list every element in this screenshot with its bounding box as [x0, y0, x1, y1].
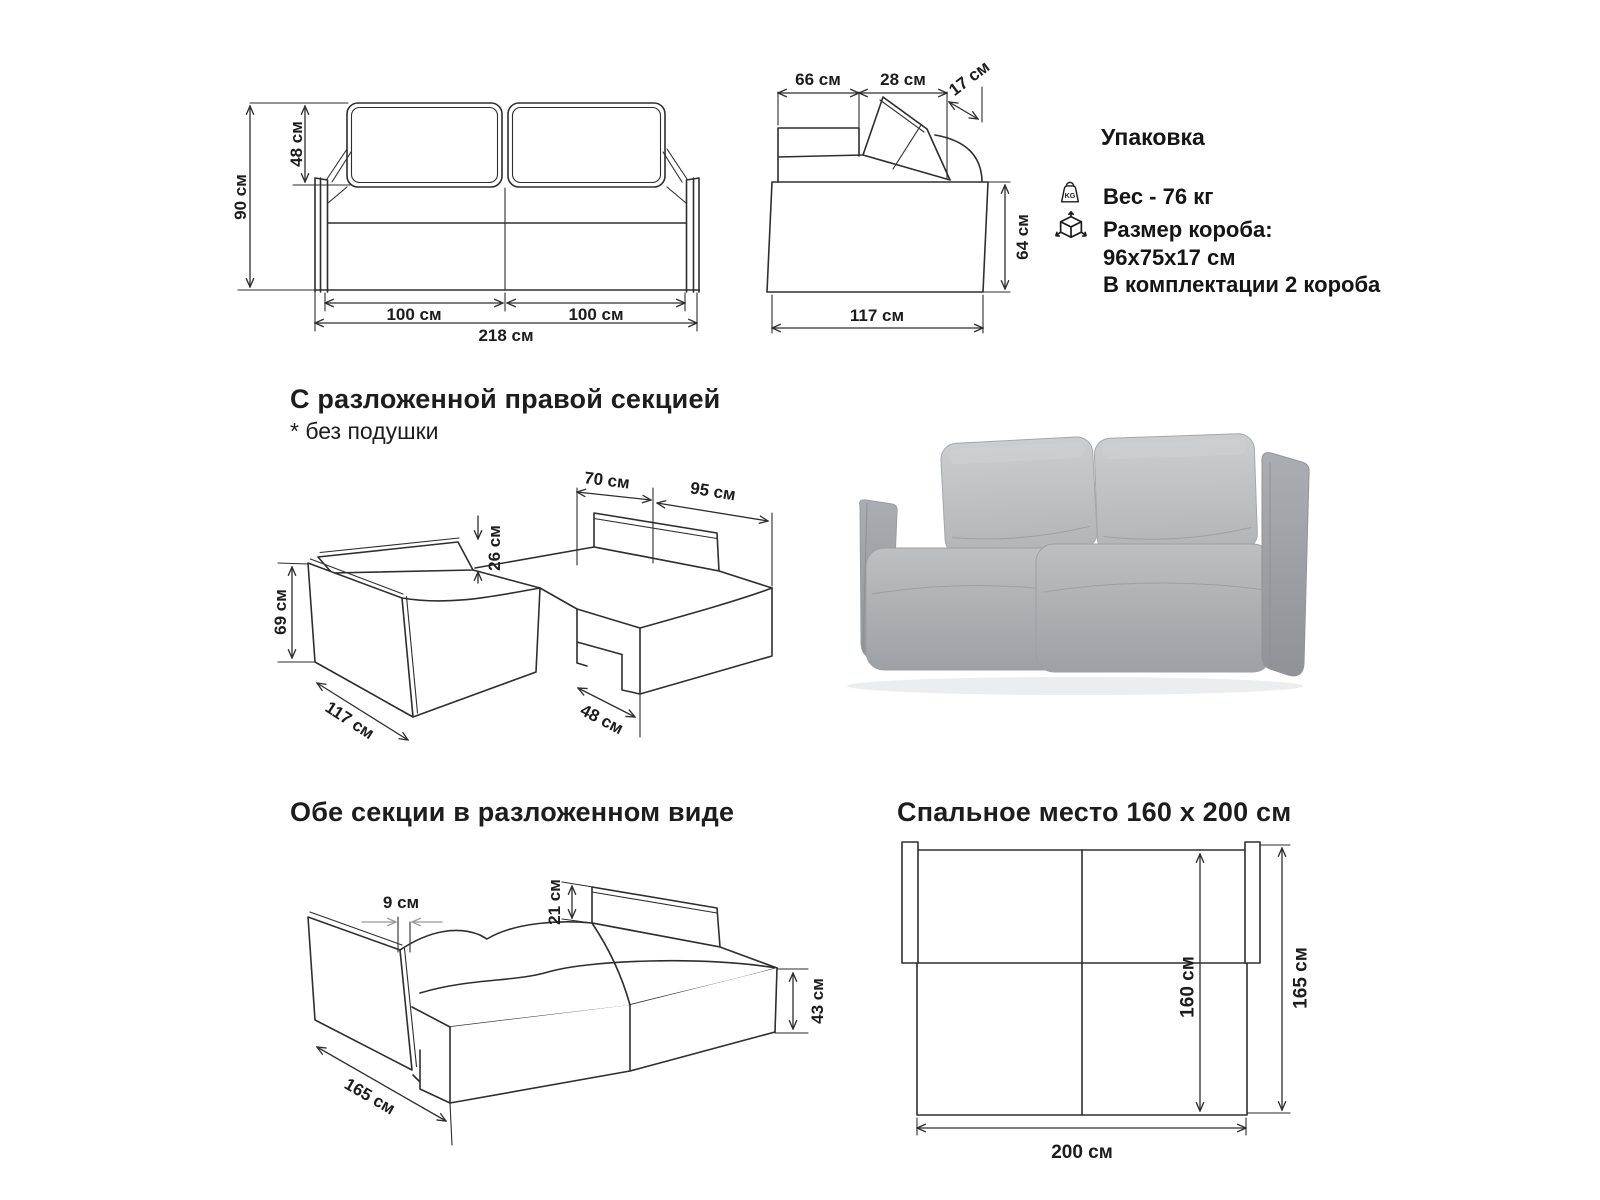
both-sections-outline — [308, 887, 777, 1103]
sofa-shadow — [847, 677, 1303, 695]
dim-right-lip-height: 26 см — [484, 525, 504, 571]
dim-side-back-width: 28 см — [880, 70, 926, 89]
packaging-weight: Вес - 76 кг — [1103, 184, 1214, 209]
sofa-photo — [830, 402, 1330, 702]
dim-front-total-height: 90 см — [230, 174, 250, 220]
dim-right-fold-width: 70 см — [583, 468, 631, 493]
dim-front-seat-left: 100 см — [386, 305, 442, 324]
front-view-sofa-outline — [315, 103, 699, 292]
dim-both-section-length: 165 см — [341, 1074, 399, 1119]
dim-right-depth: 117 см — [321, 697, 378, 744]
seat-cushion-right — [1036, 544, 1271, 672]
dim-both-arm-offset: 9 см — [382, 893, 420, 912]
back-cushion-right — [1094, 433, 1258, 555]
sleeping-area-title: Спальное место 160 x 200 см — [897, 797, 1292, 827]
packaging-title: Упаковка — [1101, 124, 1205, 150]
dim-right-arm-height: 69 см — [270, 589, 290, 635]
both-sections-title: Обе секции в разложенном виде — [290, 797, 735, 827]
front-view-dimensions — [231, 103, 697, 345]
dim-side-seat-depth: 66 см — [795, 70, 841, 89]
box-size-icon — [1052, 210, 1090, 242]
right-section-diagram — [270, 440, 810, 770]
dim-side-back-thickness: 17 см — [945, 57, 994, 100]
right-section-outline — [308, 513, 772, 717]
front-view-diagram — [210, 75, 750, 365]
dim-sleeping-outer-width: 165 см — [1290, 947, 1312, 1009]
dim-front-total-width: 218 см — [478, 326, 534, 345]
packaging-box-info — [1103, 216, 1380, 299]
sleeping-area-outline — [902, 842, 1260, 1115]
weight-icon-label: KG — [1064, 191, 1076, 200]
dim-right-leg-offset: 48 см — [577, 700, 627, 739]
side-view-sofa-outline — [767, 97, 988, 292]
right-arm — [1262, 453, 1309, 676]
dim-both-back-lip: 21 см — [544, 879, 564, 925]
dim-side-base-height: 64 см — [1012, 214, 1032, 260]
dim-sleeping-length: 200 см — [1051, 1142, 1113, 1163]
packaging-box-size-value: 96х75х17 см — [1103, 244, 1236, 270]
right-section-title: С разложенной правой секцией — [290, 384, 721, 414]
packaging-box-size-label: Размер короба: — [1103, 217, 1273, 242]
sleeping-area-diagram — [870, 820, 1340, 1190]
dim-both-bed-height: 43 см — [807, 978, 827, 1024]
dim-front-back-height: 48 см — [286, 121, 306, 167]
dim-front-seat-right: 100 см — [568, 305, 624, 324]
packaging-box-count: В комплектации 2 короба — [1103, 272, 1381, 297]
side-view-diagram — [745, 45, 1045, 355]
dim-right-extension: 95 см — [688, 478, 737, 505]
right-section-note: * без подушки — [290, 418, 439, 444]
dim-sleeping-width: 160 см — [1177, 956, 1199, 1018]
dim-side-total-depth: 117 см — [849, 306, 905, 325]
both-sections-diagram — [270, 830, 830, 1190]
back-cushion-left — [940, 436, 1098, 556]
weight-icon — [1055, 178, 1085, 205]
